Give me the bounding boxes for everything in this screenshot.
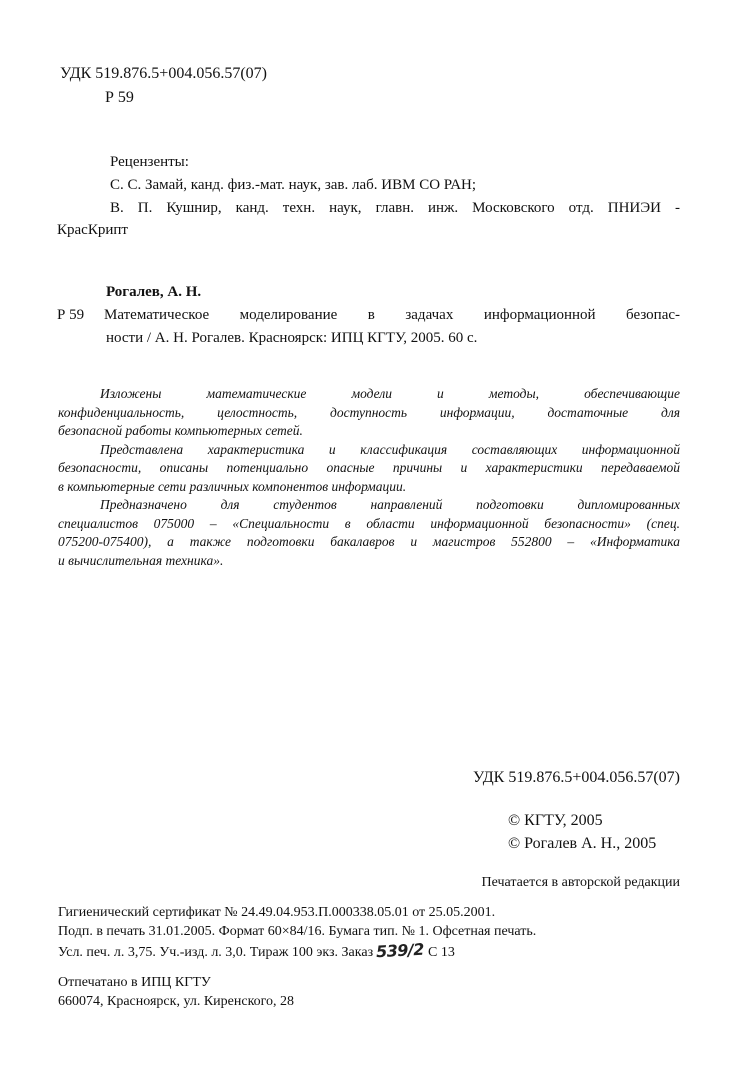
printer-address: 660074, Красноярск, ул. Киренского, 28 <box>58 994 295 1009</box>
printer-line-1: Отпечатано в ИПЦ КГТУ <box>58 975 211 990</box>
abstract-line: конфиденциальность, целостность, доступность информации, достаточные для <box>58 404 680 420</box>
imprint-line-3-suffix: С 13 <box>427 945 455 960</box>
abstract-line: Представлена характеристика и классификация составляющих информационной <box>100 441 680 457</box>
footer-udc: УДК 519.876.5+004.056.57(07) <box>473 769 680 786</box>
abstract-line: безопасности, описаны потенциально опасные причины и характеристики передаваемой <box>58 460 680 475</box>
biblio-title-line-1: Математическое моделирование в задачах информационной безопас- <box>104 307 680 323</box>
imprint-line-1: Гигиенический сертификат № 24.49.04.953.П.000338.05.01 от 25.05.2001. <box>58 905 496 920</box>
imprint-line-3-text: Усл. печ. л. 3,75. Уч.-изд. л. 3,0. Тираж 100 экз. Заказ <box>58 945 374 960</box>
reviewer-2-line-2: КрасКрипт <box>57 222 128 238</box>
biblio-author: Рогалев, А. Н. <box>106 284 202 300</box>
biblio-title-line-2: ности / А. Н. Рогалев. Красноярск: ИПЦ КГТУ, 2005. 60 с. <box>106 330 478 346</box>
header-udc: УДК 519.876.5+004.056.57(07) <box>60 65 267 82</box>
biblio-code: Р 59 <box>57 307 85 323</box>
reviewer-1: С. С. Замай, канд. физ.-мат. наук, зав. лаб. ИВМ СО РАН; <box>110 177 477 193</box>
edition-note: Печатается в авторской редакции <box>481 875 680 890</box>
imprint-line-2: Подп. в печать 31.01.2005. Формат 60×84/16. Бумага тип. № 1. Офсетная печать. <box>58 924 537 939</box>
abstract-line: в компьютерные сети различных компонентов информации. <box>58 478 407 494</box>
copyright-author: © Рогалев А. Н., 2005 <box>508 835 657 852</box>
reviewers-label: Рецензенты: <box>110 154 189 170</box>
imprint-line-3 <box>58 941 455 962</box>
reviewer-2-line-1: В. П. Кушнир, канд. техн. наук, главн. инж. Московского отд. ПНИЭИ - <box>110 200 680 216</box>
abstract-line: Изложены математические модели и методы, обеспечивающие <box>100 386 680 401</box>
abstract-line: безопасной работы компьютерных сетей. <box>58 423 303 438</box>
abstract-line: Предназначено для студентов направлений подготовки дипломированных <box>100 497 680 512</box>
abstract-line: специалистов 075000 – «Специальности в области информационной безопасности» (спец. <box>58 515 680 531</box>
header-bbk-code: Р 59 <box>105 89 134 106</box>
copyright-kgtu: © КГТУ, 2005 <box>508 812 603 829</box>
abstract-line: 075200-075400), а также подготовки бакалавров и магистров 552800 – «Информатика <box>58 534 680 549</box>
abstract-line: и вычислительная техника». <box>58 552 224 568</box>
abstract <box>58 385 680 570</box>
handwritten-order-number: 539/2 <box>375 939 425 962</box>
